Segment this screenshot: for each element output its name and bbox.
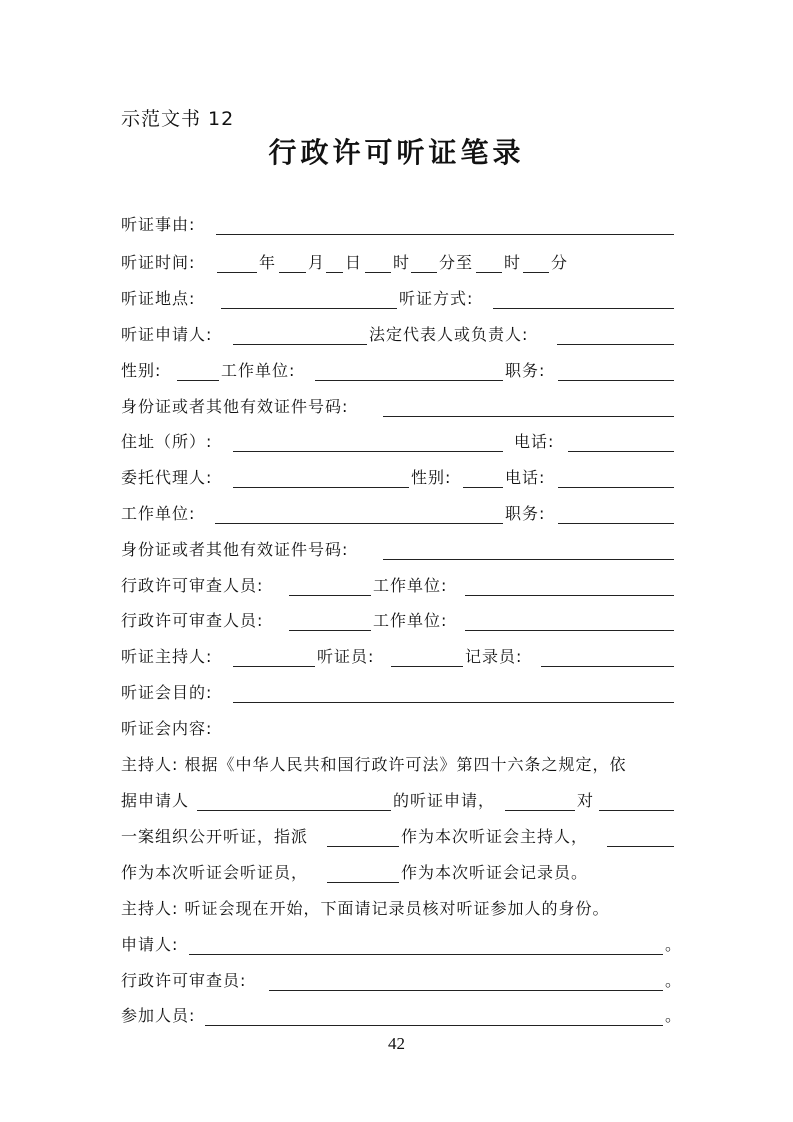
field-label: 听证会目的: — [121, 683, 213, 702]
id-number-blank[interactable] — [383, 416, 674, 417]
form-row-gender-work — [121, 358, 674, 386]
host-statement-line-1: 主持人: 根据《中华人民共和国行政许可法》第四十六条之规定，依 — [121, 755, 627, 774]
agent-gender-blank[interactable] — [463, 487, 503, 488]
reviewer-2-blank[interactable] — [289, 630, 371, 631]
hearing-officer-blank[interactable] — [391, 666, 463, 667]
statement-text: 对 — [577, 791, 595, 810]
agent-id-number-blank[interactable] — [383, 559, 674, 560]
form-row-id-number — [121, 394, 674, 422]
field-label: 参加人员: — [121, 1006, 196, 1025]
gender-blank[interactable] — [177, 380, 219, 381]
host-statement-line-2 — [121, 788, 674, 816]
field-label: 工作单位: — [373, 611, 448, 630]
field-label: 行政许可审查员: — [121, 971, 247, 990]
form-row-applicant-present — [121, 932, 683, 960]
field-label: 工作单位: — [121, 504, 196, 523]
statement-officer-blank[interactable] — [607, 846, 674, 847]
host-statement-line-3 — [121, 824, 674, 852]
minute-blank[interactable] — [411, 272, 437, 273]
reviewer-present-blank[interactable] — [269, 990, 663, 991]
field-label: 行政许可审查人员: — [121, 611, 264, 630]
form-row-applicant — [121, 322, 674, 350]
location-blank[interactable] — [221, 308, 397, 309]
work-unit-blank[interactable] — [315, 380, 503, 381]
statement-text: 据申请人 — [121, 791, 190, 810]
document-label: 示范文书 12 — [121, 108, 235, 130]
field-label: 电话: — [514, 432, 555, 451]
field-label: 听证事由: — [121, 215, 196, 234]
field-label: 听证申请人: — [121, 325, 213, 344]
participants-blank[interactable] — [205, 1025, 663, 1026]
applicant-present-blank[interactable] — [189, 954, 663, 955]
year-label: 年 — [259, 253, 277, 272]
field-label: 听证会内容: — [121, 719, 213, 738]
day-label: 日 — [345, 253, 363, 272]
hour2-label: 时 — [504, 253, 522, 272]
form-row-hearing-matter — [121, 212, 674, 240]
statement-text: 作为本次听证会听证员， — [121, 863, 309, 882]
agent-work-unit-blank[interactable] — [215, 523, 503, 524]
document-title: 行政许可听证笔录 — [268, 136, 525, 169]
address-blank[interactable] — [233, 451, 503, 452]
day-blank[interactable] — [326, 272, 343, 273]
period-mark: 。 — [665, 935, 683, 954]
agent-phone-blank[interactable] — [558, 487, 674, 488]
form-row-content — [121, 716, 674, 744]
year-blank[interactable] — [217, 272, 257, 273]
minute2-label: 分 — [551, 253, 569, 272]
minute-to-label: 分至 — [439, 253, 474, 272]
position-blank[interactable] — [558, 380, 674, 381]
agent-blank[interactable] — [233, 487, 409, 488]
statement-recorder-blank[interactable] — [327, 882, 399, 883]
minute2-blank[interactable] — [523, 272, 549, 273]
month-label: 月 — [308, 253, 326, 272]
form-row-location-method — [121, 286, 674, 314]
method-blank[interactable] — [493, 308, 674, 309]
form-row-reviewer-present — [121, 968, 683, 996]
form-row-purpose — [121, 680, 674, 708]
applicant-blank[interactable] — [233, 344, 367, 345]
field-label: 身份证或者其他有效证件号码: — [121, 540, 349, 559]
hearing-matter-blank[interactable] — [216, 234, 674, 235]
field-label: 委托代理人: — [121, 468, 213, 487]
field-label: 法定代表人或负责人: — [369, 325, 529, 344]
recorder-blank[interactable] — [541, 666, 674, 667]
field-label: 记录员: — [465, 647, 523, 666]
form-row-hearing-time — [121, 250, 674, 278]
host-statement-line-4 — [121, 860, 674, 888]
statement-matter-blank[interactable] — [599, 810, 674, 811]
form-row-agent-id — [121, 537, 674, 565]
period-mark: 。 — [665, 1006, 683, 1025]
purpose-blank[interactable] — [233, 702, 674, 703]
reviewer-2-work-unit-blank[interactable] — [465, 630, 674, 631]
field-label: 性别: — [411, 468, 452, 487]
field-label: 听证时间: — [121, 253, 196, 272]
hour-blank[interactable] — [365, 272, 391, 273]
field-label: 职务: — [505, 361, 546, 380]
field-label: 听证地点: — [121, 289, 196, 308]
field-label: 住址（所）: — [121, 432, 213, 451]
host-opening-statement: 主持人: 听证会现在开始，下面请记录员核对听证参加人的身份。 — [121, 899, 610, 918]
reviewer-1-blank[interactable] — [289, 595, 371, 596]
legal-representative-blank[interactable] — [557, 344, 674, 345]
statement-text: 作为本次听证会主持人， — [401, 827, 589, 846]
field-label: 工作单位: — [373, 576, 448, 595]
form-row-address-phone — [121, 429, 674, 457]
host-blank[interactable] — [233, 666, 315, 667]
reviewer-1-work-unit-blank[interactable] — [465, 595, 674, 596]
statement-applicant-blank[interactable] — [197, 810, 391, 811]
form-row-hearing-staff — [121, 644, 674, 672]
page-number: 42 — [388, 1034, 405, 1053]
statement-party-blank[interactable] — [505, 810, 575, 811]
field-label: 性别: — [121, 361, 162, 380]
field-label: 身份证或者其他有效证件号码: — [121, 397, 349, 416]
form-row-participants — [121, 1003, 683, 1031]
statement-host-blank[interactable] — [327, 846, 399, 847]
form-row-reviewer-1 — [121, 573, 674, 601]
statement-text: 的听证申请， — [393, 791, 496, 810]
statement-text: 一案组织公开听证，指派 — [121, 827, 309, 846]
hour-label: 时 — [393, 253, 411, 272]
field-label: 电话: — [505, 468, 546, 487]
phone-blank[interactable] — [568, 451, 674, 452]
form-row-reviewer-2 — [121, 608, 674, 636]
period-mark: 。 — [665, 971, 683, 990]
field-label: 听证方式: — [399, 289, 474, 308]
field-label: 职务: — [505, 504, 546, 523]
field-label: 听证主持人: — [121, 647, 213, 666]
field-label: 申请人: — [121, 935, 179, 954]
month-blank[interactable] — [279, 272, 306, 273]
form-row-agent — [121, 465, 674, 493]
hour2-blank[interactable] — [476, 272, 502, 273]
field-label: 行政许可审查人员: — [121, 576, 264, 595]
form-row-agent-work — [121, 501, 674, 529]
field-label: 听证员: — [317, 647, 375, 666]
agent-position-blank[interactable] — [558, 523, 674, 524]
statement-text: 作为本次听证会记录员。 — [401, 863, 589, 882]
field-label: 工作单位: — [221, 361, 296, 380]
